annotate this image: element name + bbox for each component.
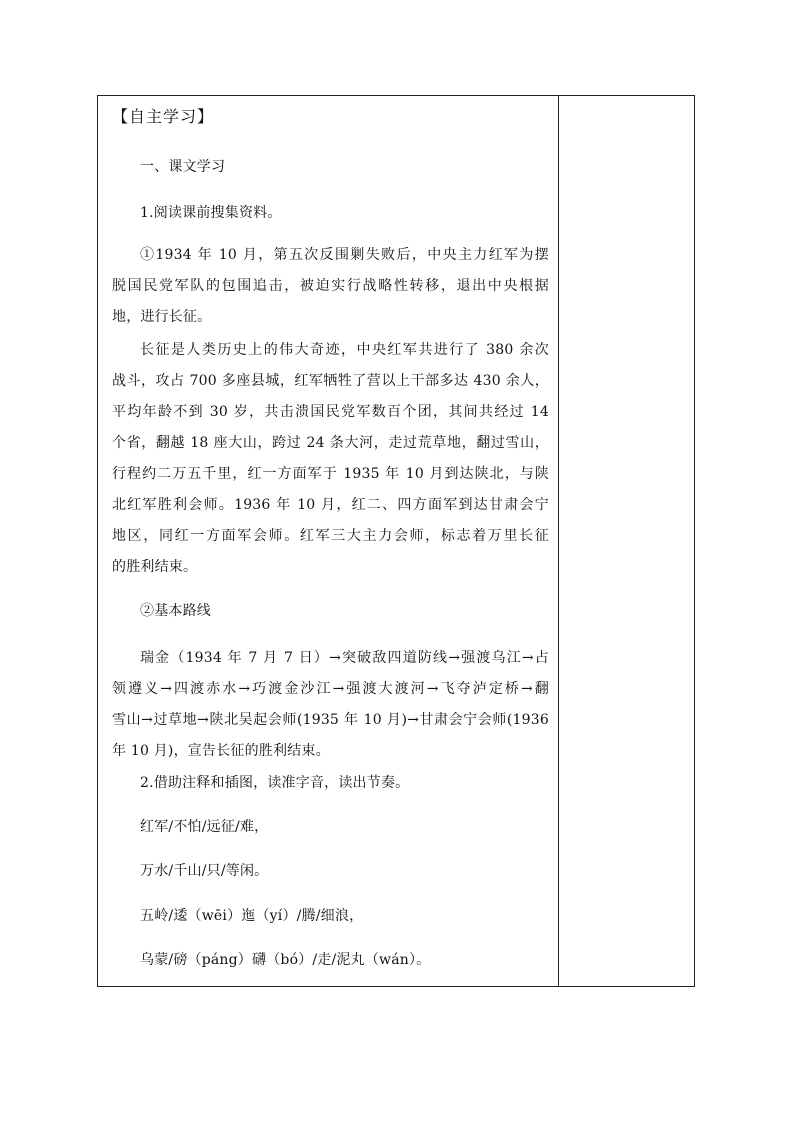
para2-line-1: 长征是人类历史上的伟大奇迹，中央红军共进行了 380 余次: [140, 342, 549, 358]
route-line-4: 年 10 月)，宣告长征的胜利结束。: [112, 743, 330, 759]
item1-heading: 1.阅读课前搜集资料。: [140, 205, 282, 221]
para1-line-2: 脱国民党军队的包围追击，被迫实行战略性转移，退出中央根据: [112, 278, 549, 294]
poem-line-4: 乌蒙/磅（páng）礴（bó）/走/泥丸（wán）。: [140, 952, 431, 968]
route-line-1: 瑞金（1934 年 7 月 7 日）→突破敌四道防线→强渡乌江→占: [140, 650, 549, 666]
para2-line-7: 地区，同红一方面军会师。红军三大主力会师，标志着万里长征: [112, 528, 549, 544]
poem-line-3: 五岭/逶（wēi）迤（yí）/腾/细浪，: [140, 908, 364, 924]
para2-line-6: 北红军胜利会师。1936 年 10 月，红二、四方面军到达甘肃会宁: [112, 497, 549, 513]
poem-line-2: 万水/千山/只/等闲。: [140, 863, 269, 879]
study-table: [97, 95, 695, 987]
para2-line-2: 战斗，攻占 700 多座县城，红军牺牲了营以上干部多达 430 余人，: [112, 373, 549, 389]
route-heading: ②基本路线: [140, 603, 211, 619]
poem-line-1: 红军/不怕/远征/难，: [140, 819, 269, 835]
para2-line-4: 个省，翻越 18 座大山，跨过 24 条大河，走过荒草地，翻过雪山，: [112, 435, 549, 451]
item2-heading: 2.借助注释和插图，读准字音，读出节奏。: [140, 775, 410, 791]
notes-column: [559, 96, 694, 986]
route-line-3: 雪山→过草地→陕北吴起会师(1935 年 10 月)→甘肃会宁会师(1936: [112, 712, 549, 728]
para1-line-3: 地，进行长征。: [112, 309, 212, 325]
para2-line-8: 的胜利结束。: [112, 559, 198, 575]
para1-line-1: ①1934 年 10 月，第五次反围剿失败后，中央主力红军为摆: [140, 247, 549, 263]
para2-line-5: 行程约二万五千里，红一方面军于 1935 年 10 月到达陕北，与陕: [112, 466, 549, 482]
main-column: [98, 96, 559, 986]
section-title: 【自主学习】: [112, 107, 215, 126]
route-line-2: 领遵义→四渡赤水→巧渡金沙江→强渡大渡河→飞夺泸定桥→翻: [112, 681, 549, 697]
part1-heading: 一、课文学习: [140, 159, 226, 175]
para2-line-3: 平均年龄不到 30 岁，共击溃国民党军数百个团，其间共经过 14: [112, 404, 549, 420]
